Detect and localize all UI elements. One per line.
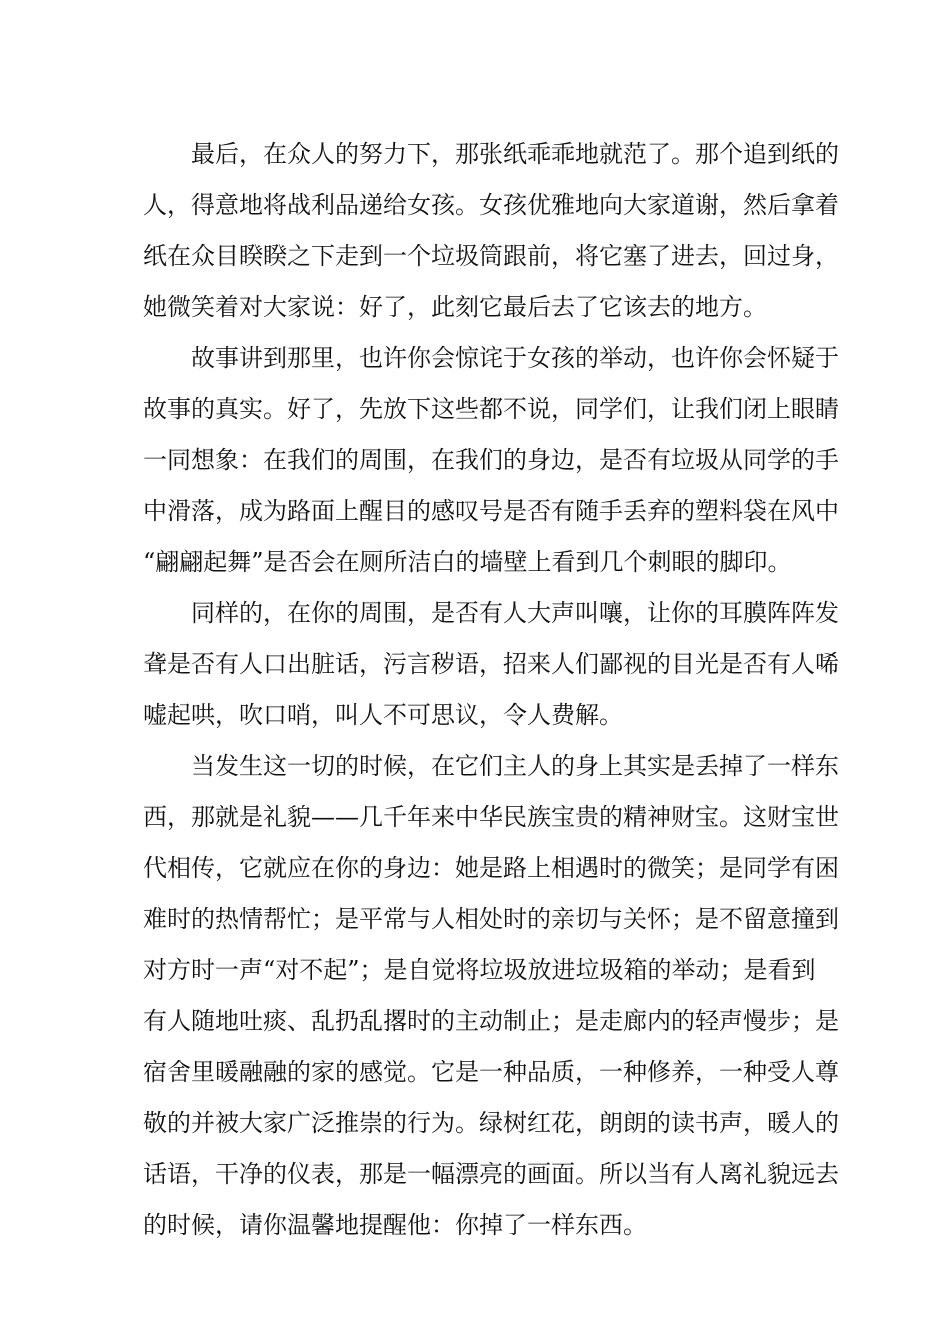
text-line: 纸在众目睽睽之下走到一个垃圾筒跟前，将它塞了进去，回过身， [143, 242, 839, 270]
text-line: 代相传，它就应在你的身边：她是路上相遇时的微笑；是同学有困 [143, 854, 839, 882]
text-line: 敬的并被大家广泛推崇的行为。绿树红花，朗朗的读书声，暖人的 [143, 1109, 839, 1137]
text-line: 宿舍里暖融融的家的感觉。它是一种品质，一种修养，一种受人尊 [143, 1058, 839, 1086]
text-line: 聋是否有人口出脏话，污言秽语，招来人们鄙视的目光是否有人唏 [143, 650, 839, 678]
paragraph-1 [143, 129, 839, 333]
text-line: 同样的，在你的周围，是否有人大声叫嚷，让你的耳膜阵阵发 [191, 599, 839, 627]
text-line: 中滑落，成为路面上醒目的感叹号是否有随手丢弃的塑料袋在风中 [143, 497, 839, 525]
paragraph-3 [143, 588, 839, 741]
text-line: 一同想象：在我们的周围，在我们的身边，是否有垃圾从同学的手 [143, 446, 839, 474]
text-line: 她微笑着对大家说：好了，此刻它最后去了它该去的地方。 [143, 293, 767, 321]
text-line: 西，那就是礼貌——几千年来中华民族宝贵的精神财宝。这财宝世 [143, 803, 839, 831]
text-line: 人，得意地将战利品递给女孩。女孩优雅地向大家道谢，然后拿着 [143, 191, 839, 219]
text-line: 的时候，请你温馨地提醒他：你掉了一样东西。 [143, 1211, 647, 1239]
text-line: 最后，在众人的努力下，那张纸乖乖地就范了。那个追到纸的 [191, 140, 839, 168]
text-line: 话语，干净的仪表，那是一幅漂亮的画面。所以当有人离礼貌远去 [143, 1160, 839, 1188]
text-line: 难时的热情帮忙；是平常与人相处时的亲切与关怀；是不留意撞到 [143, 905, 839, 933]
text-line: 嘘起哄，吹口哨，叫人不可思议，令人费解。 [143, 701, 623, 729]
text-line: “翩翩起舞”是否会在厕所洁白的墙壁上看到几个刺眼的脚印。 [143, 548, 792, 576]
body-text [143, 129, 839, 1251]
paragraph-2 [143, 333, 839, 588]
text-line: 故事的真实。好了，先放下这些都不说，同学们，让我们闭上眼睛 [143, 395, 839, 423]
text-line: 对方时一声“对不起”；是自觉将垃圾放进垃圾箱的举动；是看到 [143, 956, 816, 984]
text-line: 有人随地吐痰、乱扔乱撂时的主动制止；是走廊内的轻声慢步；是 [143, 1007, 839, 1035]
paragraph-4 [143, 741, 839, 1251]
text-line: 当发生这一切的时候，在它们主人的身上其实是丢掉了一样东 [191, 752, 839, 780]
text-line: 故事讲到那里，也许你会惊诧于女孩的举动，也许你会怀疑于 [191, 344, 839, 372]
